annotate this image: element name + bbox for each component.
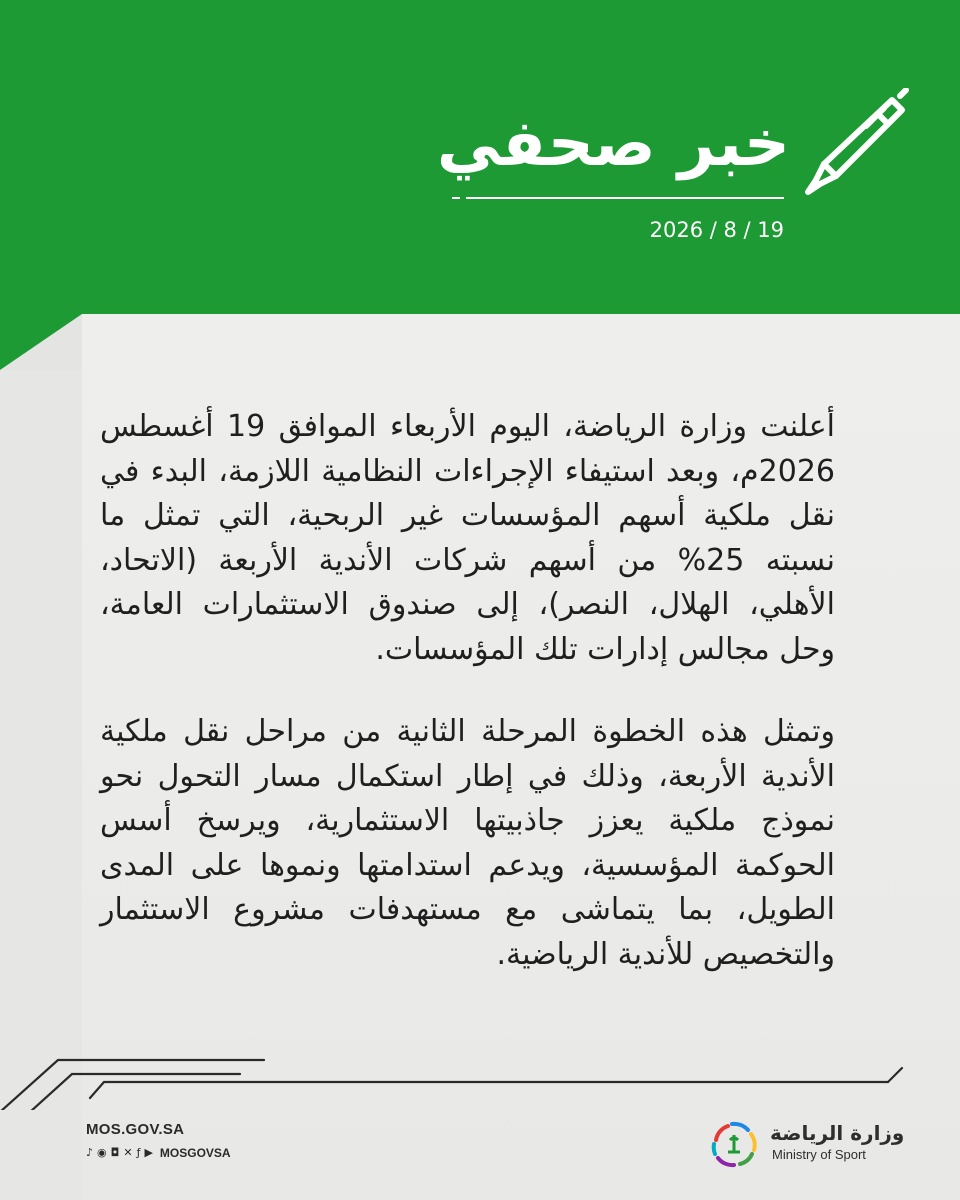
social-row — [86, 1146, 231, 1160]
title-underline — [466, 197, 784, 199]
facebook-icon[interactable]: ƒ — [136, 1146, 141, 1159]
instagram-icon[interactable]: ◘ — [110, 1146, 120, 1159]
ministry-emblem-icon — [706, 1118, 762, 1170]
logo-english-text: Ministry of Sport — [772, 1147, 866, 1162]
title-underline-dash — [452, 197, 460, 199]
social-handle[interactable]: MOSGOVSA — [159, 1146, 231, 1160]
x-icon[interactable]: ✕ — [123, 1146, 133, 1159]
youtube-icon[interactable]: ▶ — [144, 1146, 153, 1159]
article-paragraph-1: أعلنت وزارة الرياضة، اليوم الأربعاء الموافق 19 أغسطس 2026م، وبعد استيفاء الإجراءات النظامية اللازمة، البدء في نقل ملكية أسهم المؤسسات غير الربحية، التي تمثل ما نسبته 25% من أسهم شركات الأندية الأربعة (الاتحاد، الأهلي، الهلال، النصر)، إلى صندوق الاستثمارات العامة، وحل مجالس إدارات تلك المؤسسات. — [100, 409, 836, 667]
logo-arabic-text: وزارة الرياضة — [770, 1121, 905, 1145]
release-date: 2026 / 8 / 19 — [649, 218, 784, 242]
footer-decorative-lines — [0, 1050, 960, 1110]
ministry-logo — [706, 1118, 905, 1170]
article-paragraph-2: وتمثل هذه الخطوة المرحلة الثانية من مراحل نقل ملكية الأندية الأربعة، وذلك في إطار استكمال مسار التحول نحو نموذج ملكية يعزز جاذبيتها الاستثمارية، ويرسخ أسس الحوكمة المؤسسية، ويدعم استدامتها ونموها على المدى الطويل، بما يتماشى مع مستهدفات مشروع الاستثمار والتخصيص للأندية الرياضية. — [100, 714, 835, 972]
pen-icon — [796, 88, 912, 200]
tiktok-icon[interactable]: ♪ — [86, 1146, 94, 1159]
snapchat-icon[interactable]: ◉ — [97, 1146, 107, 1159]
footer-contact — [86, 1120, 231, 1160]
website-link[interactable]: MOS.GOV.SA — [86, 1121, 185, 1138]
page-title: خبر صحفي — [436, 107, 790, 181]
